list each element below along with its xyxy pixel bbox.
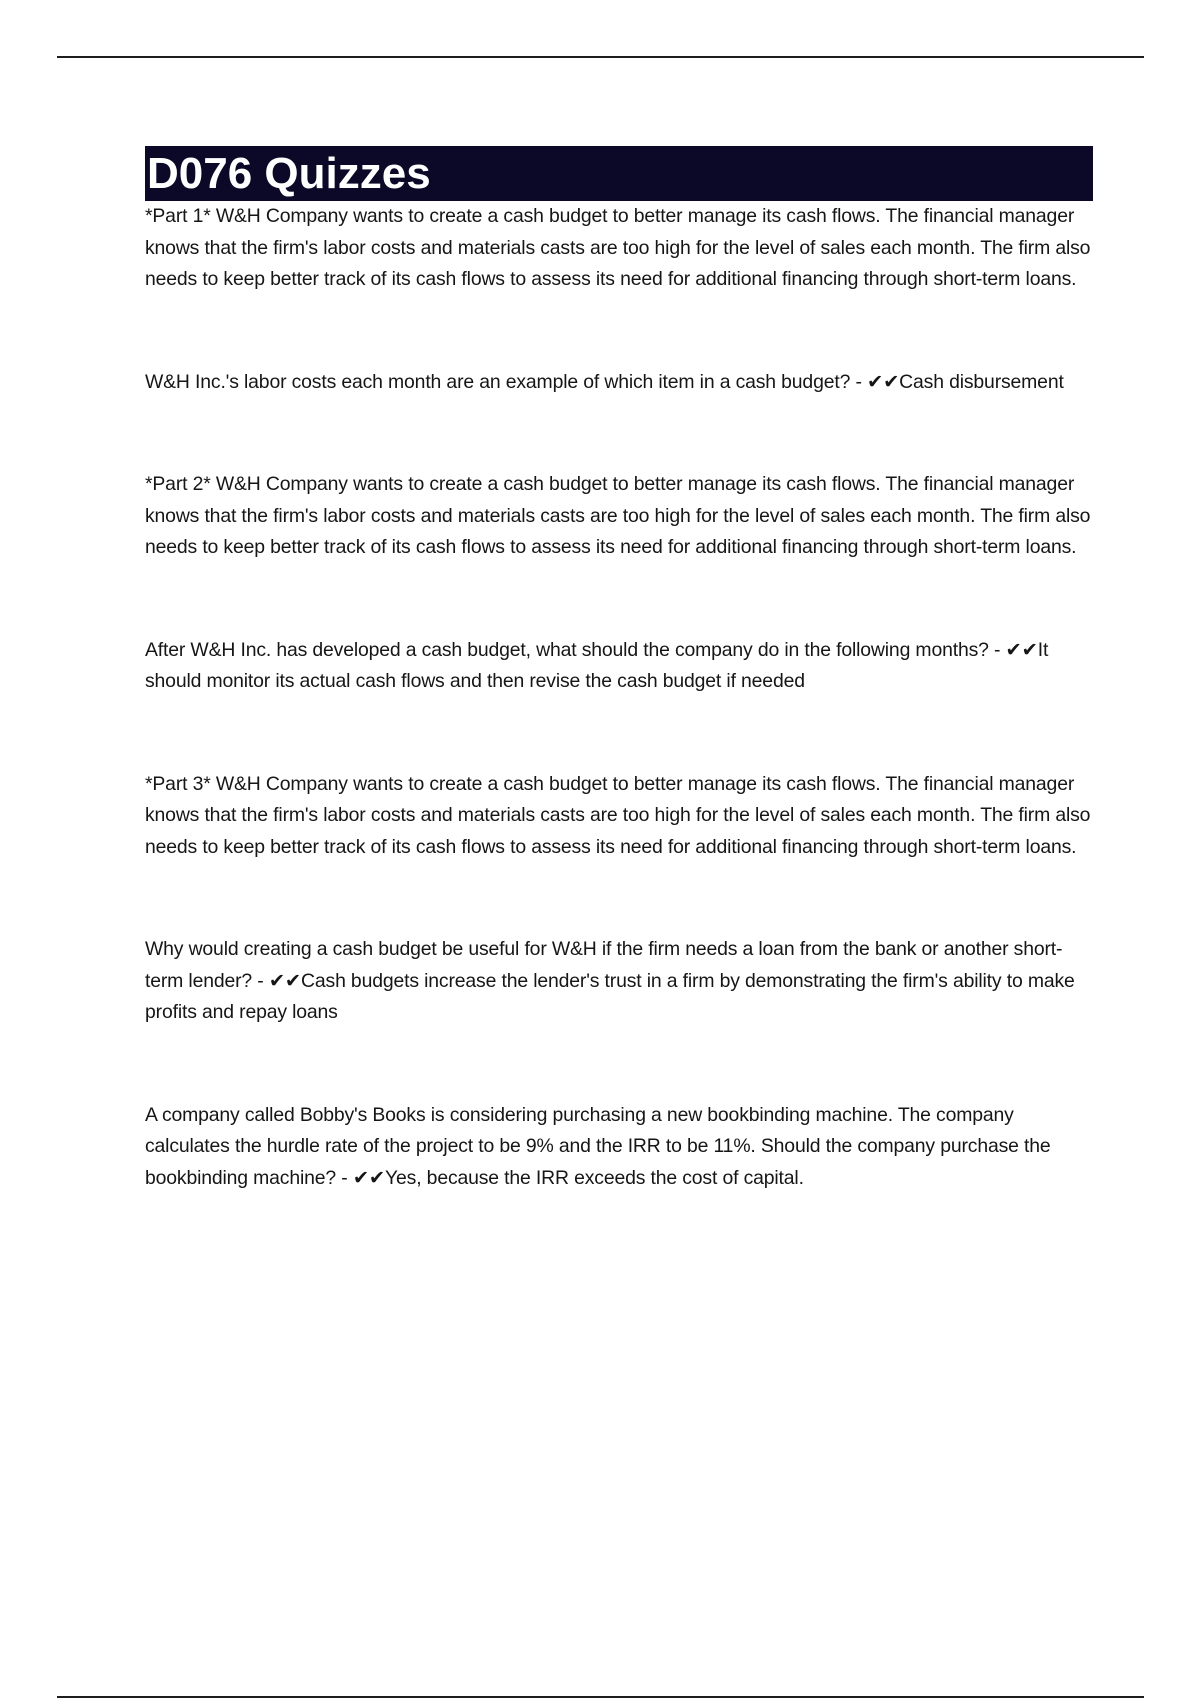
document-body <box>145 146 1093 1194</box>
title-banner <box>145 146 1093 201</box>
paragraph-part-1: *Part 1* W&H Company wants to create a cash budget to better manage its cash flows. The financial manager knows that the firm's labor costs and materials casts are too high for the level of sales each month. The firm also needs to keep better track of its cash flows to assess its need for additional financing through short-term loans. <box>145 205 1091 290</box>
question-answer-1: W&H Inc.'s labor costs each month are an example of which item in a cash budget? - ✔✔Cash disbursement <box>145 370 1064 393</box>
question-answer-4: A company called Bobby's Books is considering purchasing a new bookbinding machine. The company calculates the hurdle rate of the project to be 9% and the IRR to be 11%. Should the company purchase the bookbinding machine? - ✔✔Yes, because the IRR exceeds the cost of capital. <box>145 1103 1051 1189</box>
paragraph-part-3: *Part 3* W&H Company wants to create a cash budget to better manage its cash flows. The financial manager knows that the firm's labor costs and materials casts are too high for the level of sales each month. The firm also needs to keep better track of its cash flows to assess its need for additional financing through short-term loans. <box>145 772 1091 858</box>
footer-rule <box>57 1696 1144 1698</box>
document-title: D076 Quizzes <box>147 149 431 198</box>
paragraph-part-2: *Part 2* W&H Company wants to create a cash budget to better manage its cash flows. The financial manager knows that the firm's labor costs and materials casts are too high for the level of sales each month. The firm also needs to keep better track of its cash flows to assess its need for additional financing through short-term loans. <box>145 473 1091 558</box>
question-answer-3: Why would creating a cash budget be useful for W&H if the firm needs a loan from the bank or another short-term lender? - ✔✔Cash budgets increase the lender's trust in a firm by demonstrating the firm's ability to make profits and repay loans <box>145 938 1075 1023</box>
question-answer-2: After W&H Inc. has developed a cash budget, what should the company do in the following months? - ✔✔It should monitor its actual cash flows and then revise the cash budget if needed <box>145 638 1049 692</box>
header-rule <box>57 56 1144 58</box>
